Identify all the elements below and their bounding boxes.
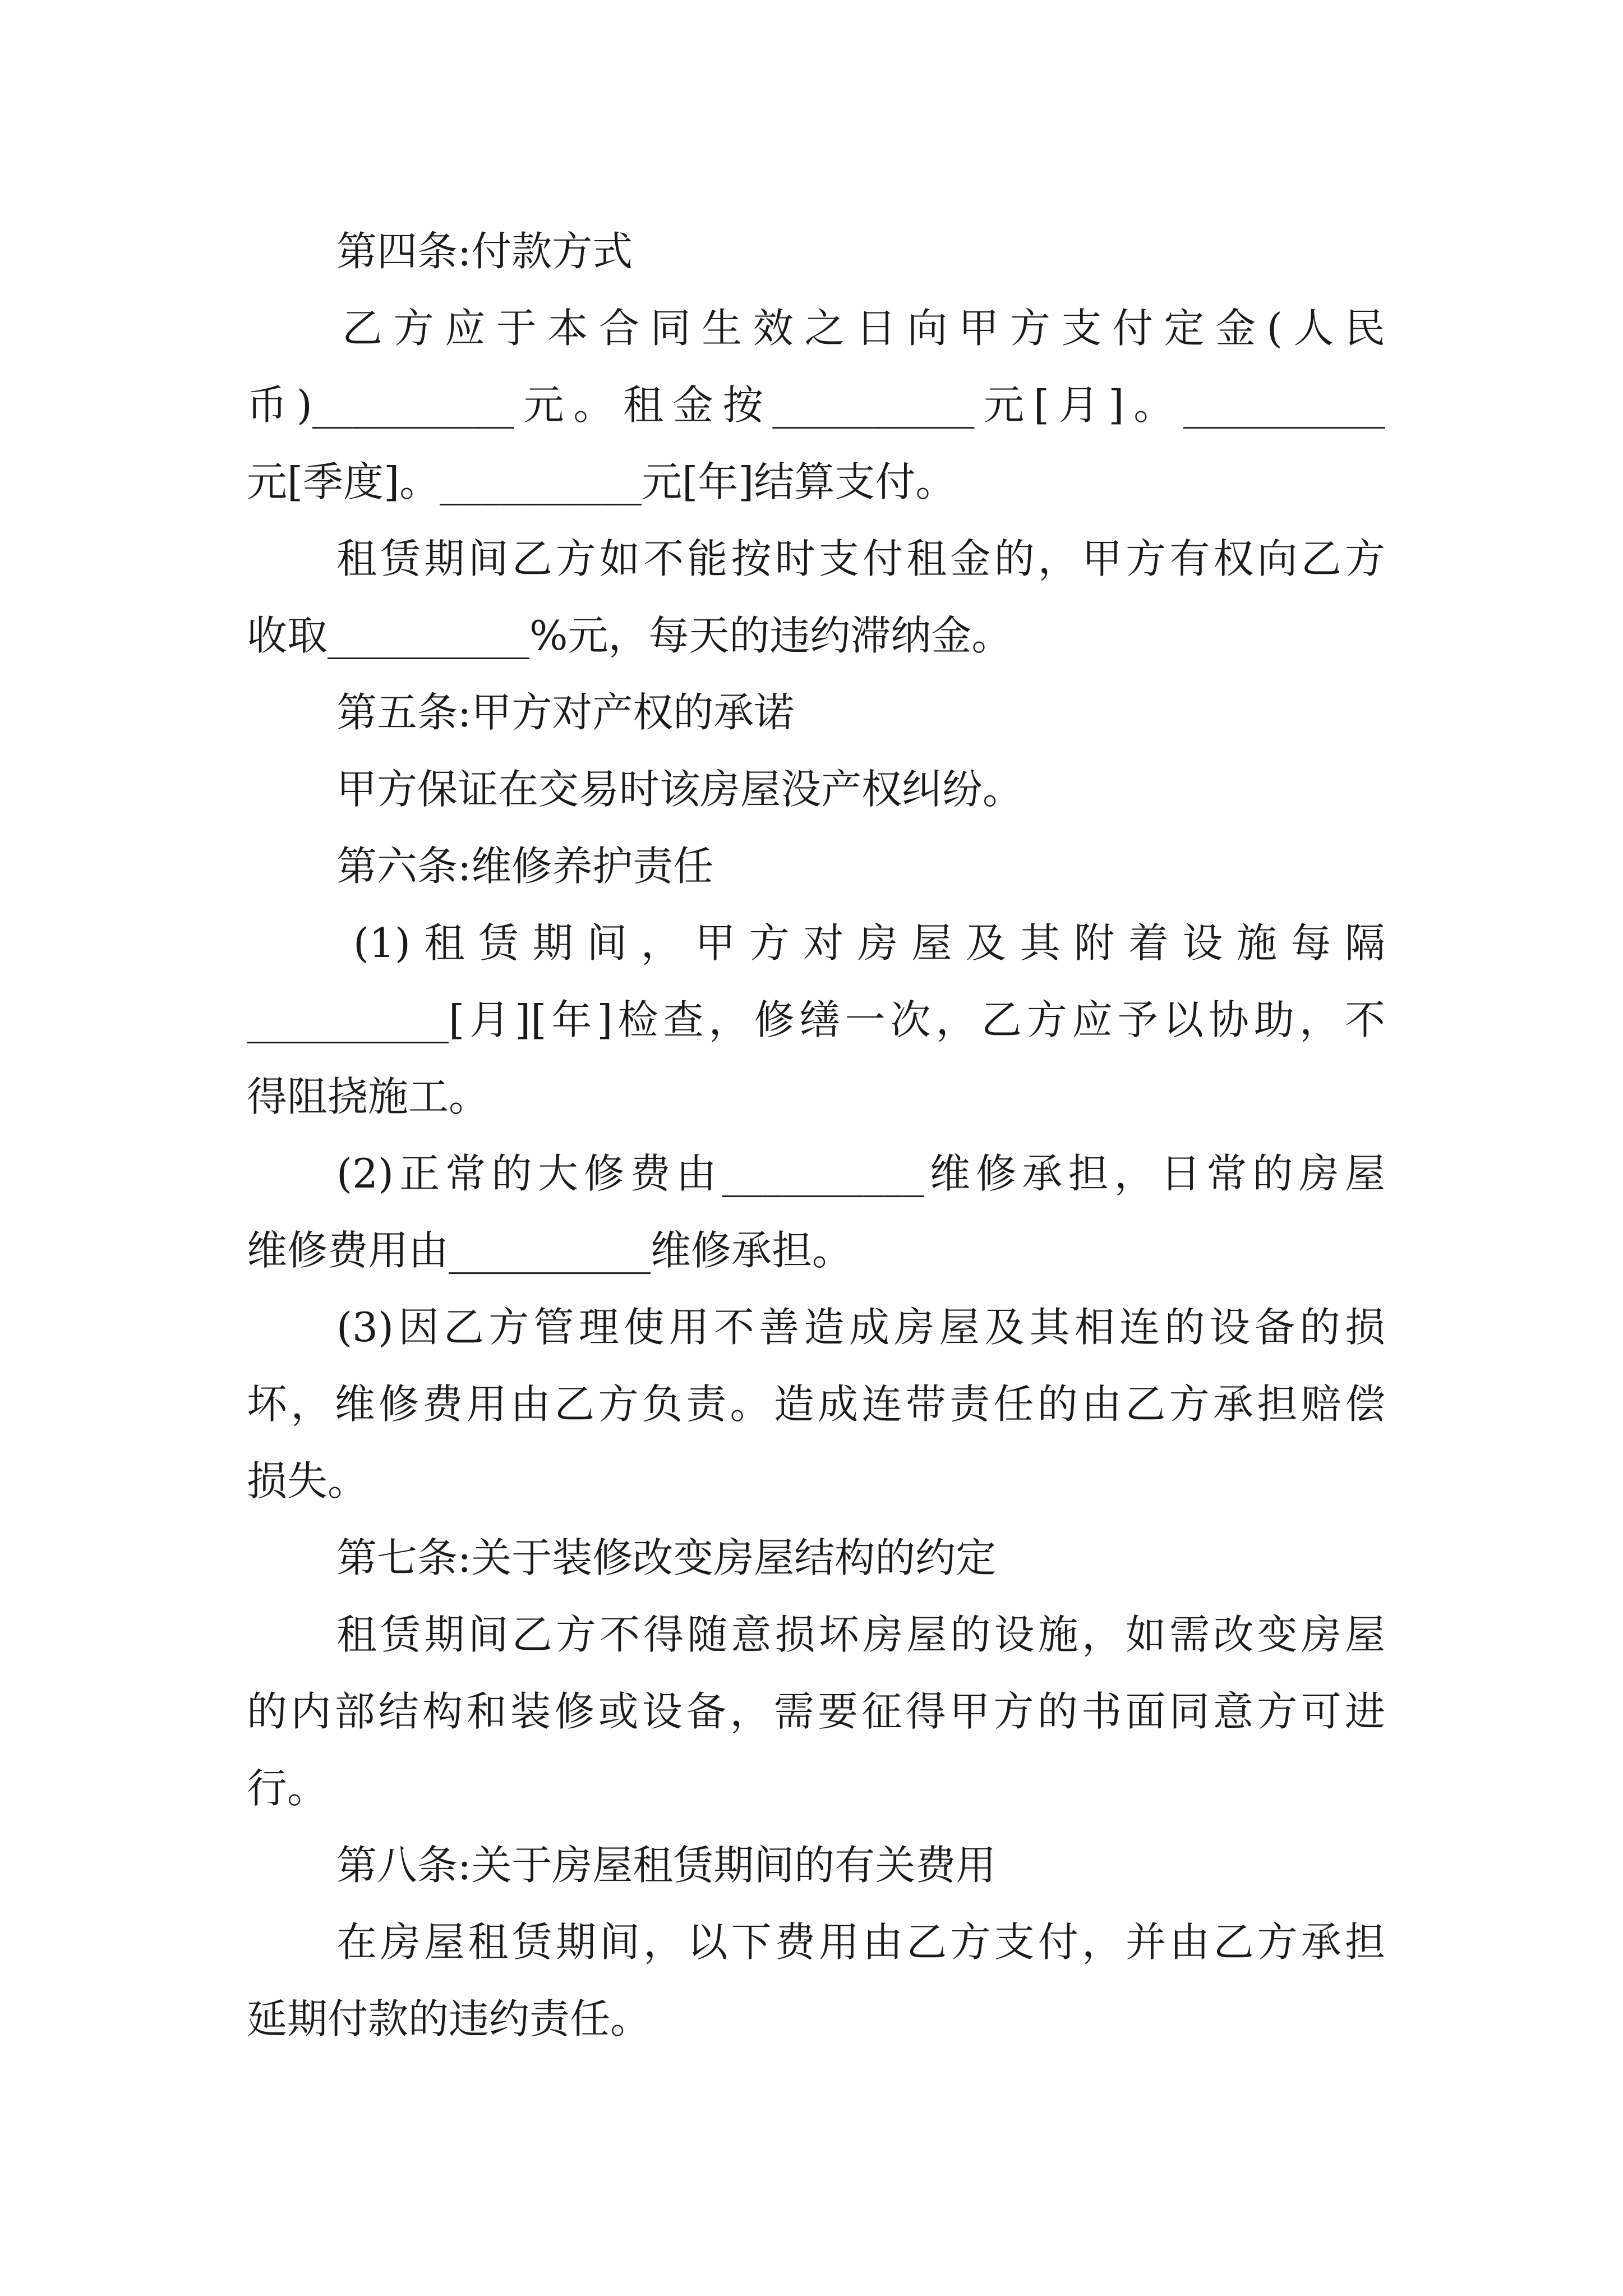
paragraph-line: 延期付款的违约责任。 [247, 1995, 651, 2042]
paragraph-line: 租赁期间乙方如不能按时支付租金的，甲方有权向乙方 [336, 535, 1385, 582]
article-5-heading: 第五条:甲方对产权的承诺 [336, 689, 795, 736]
article-6-heading: 第六条:维修养护责任 [336, 843, 714, 890]
paragraph-line: 得阻挠施工。 [247, 1073, 490, 1120]
paragraph-line: __________[月][年]检查，修缮一次，乙方应予以协助，不 [247, 996, 1385, 1043]
article-8-heading: 第八条:关于房屋租赁期间的有关费用 [336, 1842, 997, 1889]
paragraph-line: 在房屋租赁期间，以下费用由乙方支付，并由乙方承担 [336, 1918, 1385, 1966]
paragraph-line: 行。 [247, 1765, 328, 1812]
paragraph-line: 的内部结构和装修或设备，需要征得甲方的书面同意方可进 [247, 1688, 1385, 1735]
paragraph-line: 收取__________%元，每天的违约滞纳金。 [247, 612, 1012, 659]
paragraph-line: 元[季度]。__________元[年]结算支付。 [247, 458, 956, 505]
paragraph-line: 乙方应于本合同生效之日向甲方支付定金(人民 [342, 305, 1385, 352]
paragraph-line: 租赁期间乙方不得随意损坏房屋的设施，如需改变房屋 [336, 1611, 1385, 1658]
paragraph-line: (1)租赁期间，甲方对房屋及其附着设施每隔 [353, 919, 1385, 967]
paragraph-line: 损失。 [247, 1457, 368, 1504]
paragraph-line: 甲方保证在交易时该房屋没产权纠纷。 [336, 766, 1023, 813]
paragraph-line: (2)正常的大修费由__________维修承担，日常的房屋 [336, 1150, 1385, 1197]
article-7-heading: 第七条:关于装修改变房屋结构的约定 [336, 1534, 997, 1581]
article-4-heading: 第四条:付款方式 [336, 228, 633, 275]
contract-text [247, 213, 1385, 2058]
paragraph-line: 坏，维修费用由乙方负责。造成连带责任的由乙方承担赔偿 [247, 1381, 1385, 1428]
paragraph-line: 维修费用由__________维修承担。 [247, 1227, 853, 1274]
paragraph-line: (3)因乙方管理使用不善造成房屋及其相连的设备的损 [336, 1304, 1385, 1351]
paragraph-line: 币)__________元。租金按__________元[月]。__________ [247, 381, 1385, 429]
